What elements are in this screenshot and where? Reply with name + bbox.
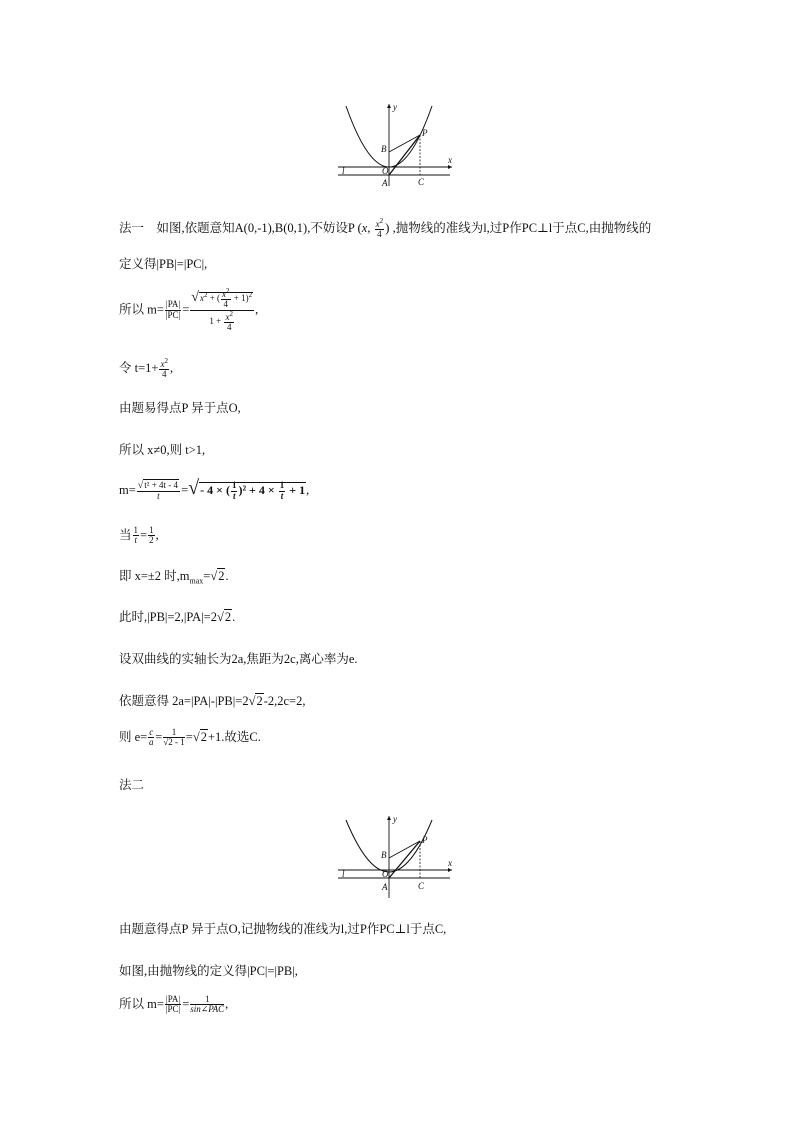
sqrt-m2-rad: √- 4 × ( $\frac{1}{t}$ )² + 4 × $\frac{1}{t}$ + 1	[188, 477, 306, 501]
fig1-l-label: l	[342, 166, 345, 176]
method1-intro-line: 法一 如图,依题意知A(0,-1),B(0,1),不妨设P (x, $\frac{x^2}{4}$ ) ,抛物线的准线为l,过P作PC⊥l于点C,由抛物线的	[119, 217, 652, 240]
fig1-b-label: B	[381, 144, 387, 154]
method1-p-diff: 由题易得点P 异于点O,	[119, 401, 241, 415]
method1-x-nonzero: 所以 x≠0,则 t>1,	[119, 443, 206, 457]
m-prefix: 所以 m=	[119, 302, 164, 317]
method2-heading: 法二	[119, 778, 145, 792]
method1-hyperbola-line: 设双曲线的实轴长为2a,焦距为2c,离心率为e.	[119, 652, 358, 666]
method1-def-line: 定义得|PB|=|PC|,	[119, 257, 208, 271]
method1-cishi-line: 此时,|PB|=2,|PA|=2√2.	[119, 610, 236, 624]
fig1-o-label: O	[382, 166, 389, 176]
method2-line1: 由题意得点P 异于点O,记抛物线的准线为l,过P作PC⊥l于点C,	[119, 922, 447, 936]
method1-max-line: 即 x=±2 时$,m_{max}=√2$.	[119, 569, 229, 586]
fig2-x-label: x	[448, 858, 452, 868]
fig1-p-label: P	[422, 128, 428, 138]
fig2-o-label: O	[382, 869, 389, 879]
fig2-b-label: B	[381, 850, 387, 860]
frac-pa-pc: $\frac{|PA|}{|PC|}$	[165, 299, 181, 320]
fig2-l-label: l	[342, 869, 345, 879]
frac-1-sinpac: $\frac{1}{\text{sin∠PAC}}$	[190, 994, 225, 1015]
parabola-figure-2	[336, 812, 456, 900]
method1-ze-line: 则 e= $\frac{c}{a}$ = $\frac{1}{√2 - 1}$ =√2+1.故选C.	[119, 727, 261, 748]
frac-m2: $\frac{\text{√t² + 4t - 4}}{t}$	[137, 479, 179, 502]
fig1-y-label: y	[393, 102, 397, 112]
frac-x2-over-4: $\frac{x^2}{4}$	[375, 217, 384, 240]
method2-m-line: 所以 m= $\frac{|PA|}{|PC|}$ = $\frac{1}{\text{sin∠PAC}}$ ,	[119, 994, 229, 1015]
frac-1-2: $\frac{1}{2}$	[149, 525, 154, 546]
fig2-y-label: y	[393, 814, 397, 824]
fig1-c-label: C	[418, 177, 425, 187]
frac-x2-4-let: $\frac{x^2}{4}$	[160, 357, 168, 380]
method1-let-line: 令 t=1+ $\frac{x^2}{4}$ ,	[119, 357, 174, 380]
fig1-a-label: A	[382, 178, 388, 188]
fig2-c-label: C	[418, 881, 425, 891]
frac-c-a: $\frac{c}{a}$	[148, 727, 154, 748]
frac-pa-pc-2: $\frac{|PA|}{|PC|}$	[165, 994, 181, 1015]
point-p-x: x,	[361, 220, 371, 235]
frac-1-sqrt2-1: $\frac{1}{√2 - 1}$	[163, 727, 185, 748]
method1-intro: 如图,依题意知A(0,-1),B(0,1),不妨设P	[156, 220, 355, 235]
fig1-x-label: x	[448, 155, 452, 165]
method1-intro-after: ,抛物线的准线为l,过P作PC⊥l于点C,由抛物线的	[392, 220, 652, 235]
method1-m-line: 所以 m= $\frac{|PA|}{|PC|}$ = $√x^2$ + ( $\frac{x^2}{4}$ + 1)$^2$ 1 + $\frac{x^2}{4}$ ,	[119, 287, 259, 333]
method1-heading: 法一	[119, 220, 145, 235]
frac-sqrt-over-1plus: $√x^2$ + ( $\frac{x^2}{4}$ + 1)$^2$ 1 + $\frac{x^2}{4}$	[191, 287, 253, 333]
fig2-a-label: A	[382, 882, 388, 892]
frac-1-t: $\frac{1}{t}$	[133, 525, 139, 546]
method2-line2: 如图,由抛物线的定义得|PC|=|PB|,	[119, 964, 298, 978]
method1-yiti-line: 依题意得 2a=|PA|-|PB|=2√2-2,2c=2,	[119, 694, 306, 708]
method1-m2-line: m= $\frac{\text{√t² + 4t - 4}}{t}$ =√- 4 × ( $\frac{1}{t}$ )² + 4 × $\frac{1}{t}$ + 1,	[119, 477, 310, 502]
parabola-figure-1	[336, 100, 456, 188]
method1-when-line: 当 $\frac{1}{t}$ = $\frac{1}{2}$ ,	[119, 525, 159, 546]
fig2-p-label: P	[422, 835, 428, 845]
